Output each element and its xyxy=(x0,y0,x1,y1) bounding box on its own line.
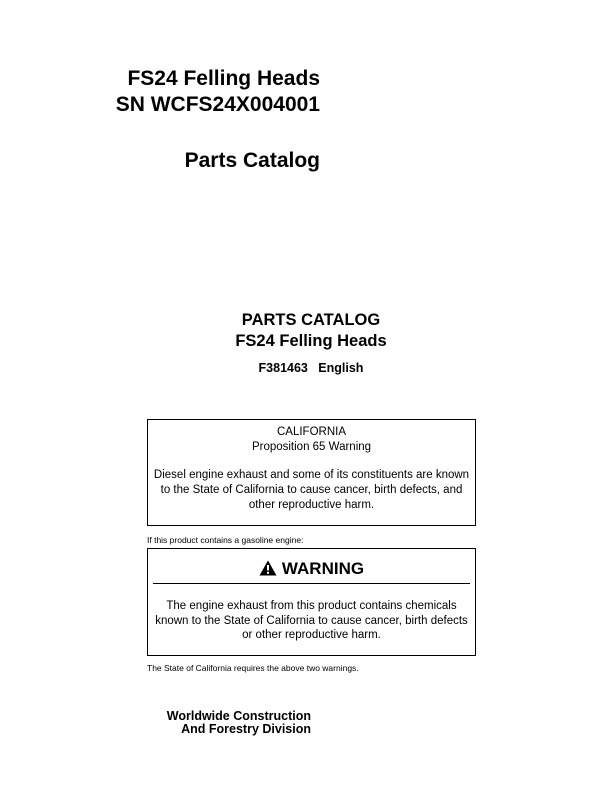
catalog-code: F381463 English xyxy=(258,361,364,375)
footer-line-2: And Forestry Division xyxy=(181,722,311,736)
warning-heading-text: WARNING xyxy=(281,559,365,578)
warning-divider xyxy=(153,583,470,584)
prop65-heading: Proposition 65 Warning xyxy=(251,441,372,453)
warning-box xyxy=(147,548,476,656)
subtitle-line-catalog: PARTS CATALOG xyxy=(241,311,381,329)
diesel-warning-text: Diesel engine exhaust and some of its constituents are known to the State of California to cause cancer, birth defects, and other reproductive harm. xyxy=(153,469,470,511)
title-line-catalog: Parts Catalog xyxy=(184,149,320,172)
catalog-subtitle xyxy=(200,310,422,375)
california-requires-note: The State of California requires the above two warnings. xyxy=(147,663,359,673)
california-prop65-box xyxy=(147,419,476,526)
document-title xyxy=(0,66,320,174)
gasoline-engine-note: If this product contains a gasoline engine: xyxy=(147,535,304,545)
warning-triangle-icon xyxy=(259,560,277,581)
title-line-model: FS24 Felling Heads xyxy=(127,67,320,90)
footer-line-1: Worldwide Construction xyxy=(166,709,311,723)
title-line-serial: SN WCFS24X004001 xyxy=(115,93,320,116)
california-heading: CALIFORNIA xyxy=(276,426,346,438)
subtitle-line-model: FS24 Felling Heads xyxy=(235,332,387,350)
warning-heading xyxy=(148,559,475,581)
gasoline-warning-text: The engine exhaust from this product contains chemicals known to the State of California to cause cancer, birth defects or other reproductive harm. xyxy=(155,600,468,641)
division-footer xyxy=(0,710,311,736)
